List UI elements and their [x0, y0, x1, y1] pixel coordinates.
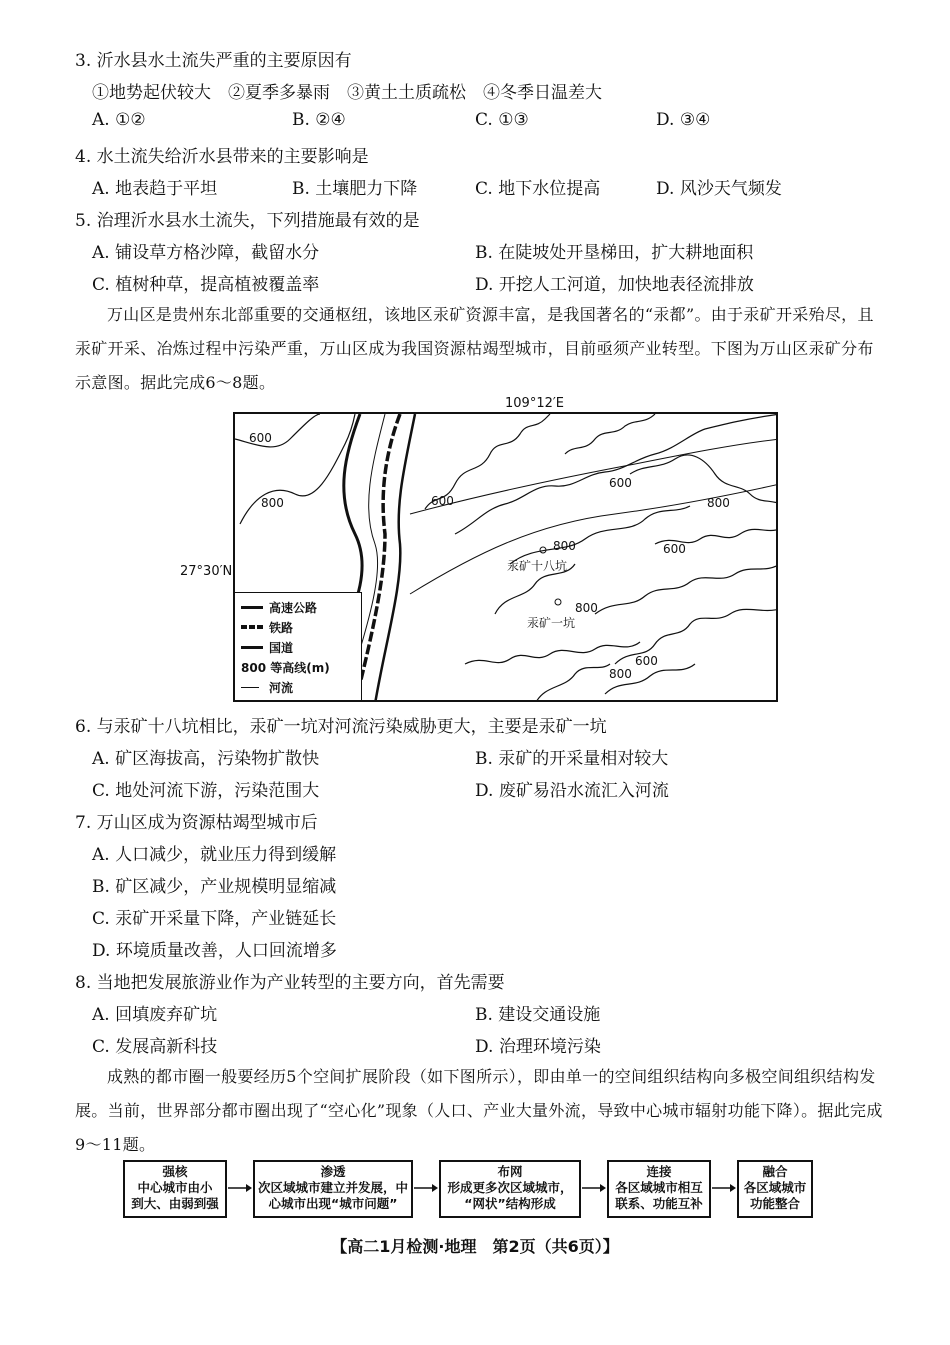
- flow-stage-2-text1: 次区域城市建立并发展，中: [257, 1180, 408, 1195]
- national-road-symbol: [241, 640, 263, 654]
- flow-stage-5-text2: 功能整合: [749, 1196, 800, 1211]
- flow-stage-5: [737, 1160, 813, 1218]
- flow-arrow-icon: [581, 1182, 607, 1194]
- q5-option-b: B. 在陡坡处开垦梯田，扩大耕地面积: [475, 243, 754, 263]
- contour-line: [535, 664, 610, 702]
- flow-stage-4-text2: 联系、功能互补: [615, 1196, 703, 1211]
- q4-option-c: C. 地下水位提高: [475, 179, 601, 199]
- flow-stage-4-text1: 各区域城市相互: [615, 1180, 703, 1195]
- question-7-stem: 7. 万山区成为资源枯竭型城市后: [75, 813, 318, 833]
- flow-stage-4: [607, 1160, 711, 1218]
- legend-row-railway: [241, 617, 293, 637]
- legend-row-river: [241, 677, 293, 697]
- contour-label: 800: [261, 496, 284, 510]
- q3-option-d: D. ③④: [656, 110, 711, 130]
- contour-label: 600: [663, 542, 686, 556]
- flow-arrow-icon: [413, 1182, 439, 1194]
- q7-option-b: B. 矿区减少，产业规模明显缩减: [92, 877, 337, 897]
- q7-option-a: A. 人口减少，就业压力得到缓解: [92, 845, 337, 865]
- q6-option-a: A. 矿区海拔高，污染物扩散快: [92, 749, 320, 769]
- question-8-stem: 8. 当地把发展旅游业作为产业转型的主要方向，首先需要: [75, 973, 505, 993]
- q7-option-d: D. 环境质量改善，人口回流增多: [92, 941, 337, 961]
- question-4-stem: 4. 水土流失给沂水县带来的主要影响是: [75, 147, 369, 167]
- contour-label: 800: [609, 667, 632, 681]
- flow-stage-1-text2: 到大、由弱到强: [131, 1196, 219, 1211]
- q7-option-c: C. 汞矿开采量下降，产业链延长: [92, 909, 337, 929]
- flow-stage-5-text1: 各区域城市: [743, 1180, 807, 1195]
- flow-stage-3-title: 布网: [497, 1164, 523, 1179]
- contour-label: 800: [575, 601, 598, 615]
- contour-label: 600: [249, 431, 272, 445]
- flow-stage-2-text2: 心城市出现“城市问题”: [268, 1196, 398, 1211]
- q5-option-d: D. 开挖人工河道，加快地表径流排放: [475, 275, 754, 295]
- legend-label-river: 河流: [269, 680, 294, 695]
- q3-option-a: A. ①②: [92, 110, 146, 130]
- contour-line: [595, 564, 778, 614]
- passage-mercury: [75, 298, 887, 400]
- flow-stage-1-title: 强核: [162, 1164, 188, 1179]
- railway-symbol: [241, 620, 263, 634]
- q3-option-c: C. ①③: [475, 110, 529, 130]
- legend-row-contour: [241, 657, 330, 677]
- q8-option-b: B. 建设交通设施: [475, 1005, 601, 1025]
- contour-label: 600: [431, 494, 454, 508]
- contour-line: [235, 414, 320, 447]
- map-legend: [235, 592, 362, 701]
- contour-line: [565, 414, 655, 454]
- q8-option-c: C. 发展高新科技: [92, 1037, 218, 1057]
- q5-option-a: A. 铺设草方格沙障，截留水分: [92, 243, 320, 263]
- map-longitude: 109°12′E: [505, 396, 565, 411]
- question-3-items: ①地势起伏较大 ②夏季多暴雨 ③黄土土质疏松 ④冬季日温差大: [92, 83, 602, 103]
- contour-line: [630, 455, 778, 504]
- mine-marker-1: [555, 599, 561, 605]
- site-label-1: 汞矿一坑: [527, 616, 576, 630]
- legend-row-highway: [241, 597, 317, 617]
- river-symbol: [241, 680, 263, 694]
- page-footer: 【高二1月检测·地理 第2页（共6页）】: [331, 1237, 619, 1256]
- q4-option-a: A. 地表趋于平坦: [92, 179, 218, 199]
- q6-option-b: B. 汞矿的开采量相对较大: [475, 749, 669, 769]
- flow-arrow-icon: [227, 1182, 253, 1194]
- flow-stage-3-text2: “网状”结构形成: [464, 1196, 556, 1211]
- question-5-stem: 5. 治理沂水县水土流失，下列措施最有效的是: [75, 211, 420, 231]
- q8-option-a: A. 回填废弃矿坑: [92, 1005, 218, 1025]
- highway-symbol: [241, 600, 263, 614]
- q4-option-d: D. 风沙天气频发: [656, 179, 782, 199]
- contour-label: 600: [635, 654, 658, 668]
- legend-label-railway: 铁路: [269, 620, 294, 635]
- passage-mercury-text: 万山区是贵州东北部重要的交通枢纽，该地区汞矿资源丰富，是我国著名的“汞都”。由于汞矿开采殆尽，且汞矿开采、冶炼过程中污染严重，万山区成为我国资源枯竭型城市，目前亟须产业转型。下图为万山区汞矿分布示意图。据此完成6～8题。: [75, 305, 874, 392]
- legend-row-national-road: [241, 637, 293, 657]
- flow-stage-3-text1: 形成更多次区域城市，: [447, 1180, 573, 1195]
- passage-metropolitan: [75, 1060, 887, 1162]
- question-3-stem: 3. 沂水县水土流失严重的主要原因有: [75, 51, 352, 71]
- q6-option-c: C. 地处河流下游，污染范围大: [92, 781, 320, 801]
- flow-stage-5-title: 融合: [762, 1164, 788, 1179]
- mercury-map: [233, 412, 778, 702]
- flow-stage-2-title: 渗透: [320, 1164, 346, 1179]
- flow-stage-3: [439, 1160, 581, 1218]
- q5-option-c: C. 植树种草，提高植被覆盖率: [92, 275, 320, 295]
- legend-label-contour: 800 等高线(m): [241, 660, 330, 675]
- q6-option-d: D. 废矿易沿水流汇入河流: [475, 781, 669, 801]
- contour-label: 800: [707, 496, 730, 510]
- q3-option-b: B. ②④: [292, 110, 346, 130]
- flow-stage-1: [123, 1160, 227, 1218]
- contour-line: [465, 642, 640, 664]
- flow-stage-1-text1: 中心城市由小: [137, 1180, 213, 1195]
- passage-metropolitan-text: 成熟的都市圈一般要经历5个空间扩展阶段（如下图所示），即由单一的空间组织结构向多极空间组织结构发展。当前，世界部分都市圈出现了“空心化”现象（人口、产业大量外流，导致中心城市辐射功能下降）。据此完成9～11题。: [75, 1067, 883, 1154]
- q4-option-b: B. 土壤肥力下降: [292, 179, 418, 199]
- national-road-line: [375, 414, 415, 702]
- site-label-18: 汞矿十八坑: [507, 559, 568, 573]
- contour-line: [455, 414, 778, 534]
- flow-stage-4-title: 连接: [646, 1164, 672, 1179]
- legend-label-national-road: 国道: [269, 640, 294, 655]
- contour-label: 800: [553, 539, 576, 553]
- map-latitude: 27°30′N: [180, 564, 233, 579]
- q8-option-d: D. 治理环境污染: [475, 1037, 601, 1057]
- flow-arrow-icon: [711, 1182, 737, 1194]
- legend-label-highway: 高速公路: [269, 600, 318, 615]
- question-6-stem: 6. 与汞矿十八坑相比，汞矿一坑对河流污染威胁更大，主要是汞矿一坑: [75, 717, 607, 737]
- contour-label: 600: [609, 476, 632, 490]
- flow-stage-2: [253, 1160, 413, 1218]
